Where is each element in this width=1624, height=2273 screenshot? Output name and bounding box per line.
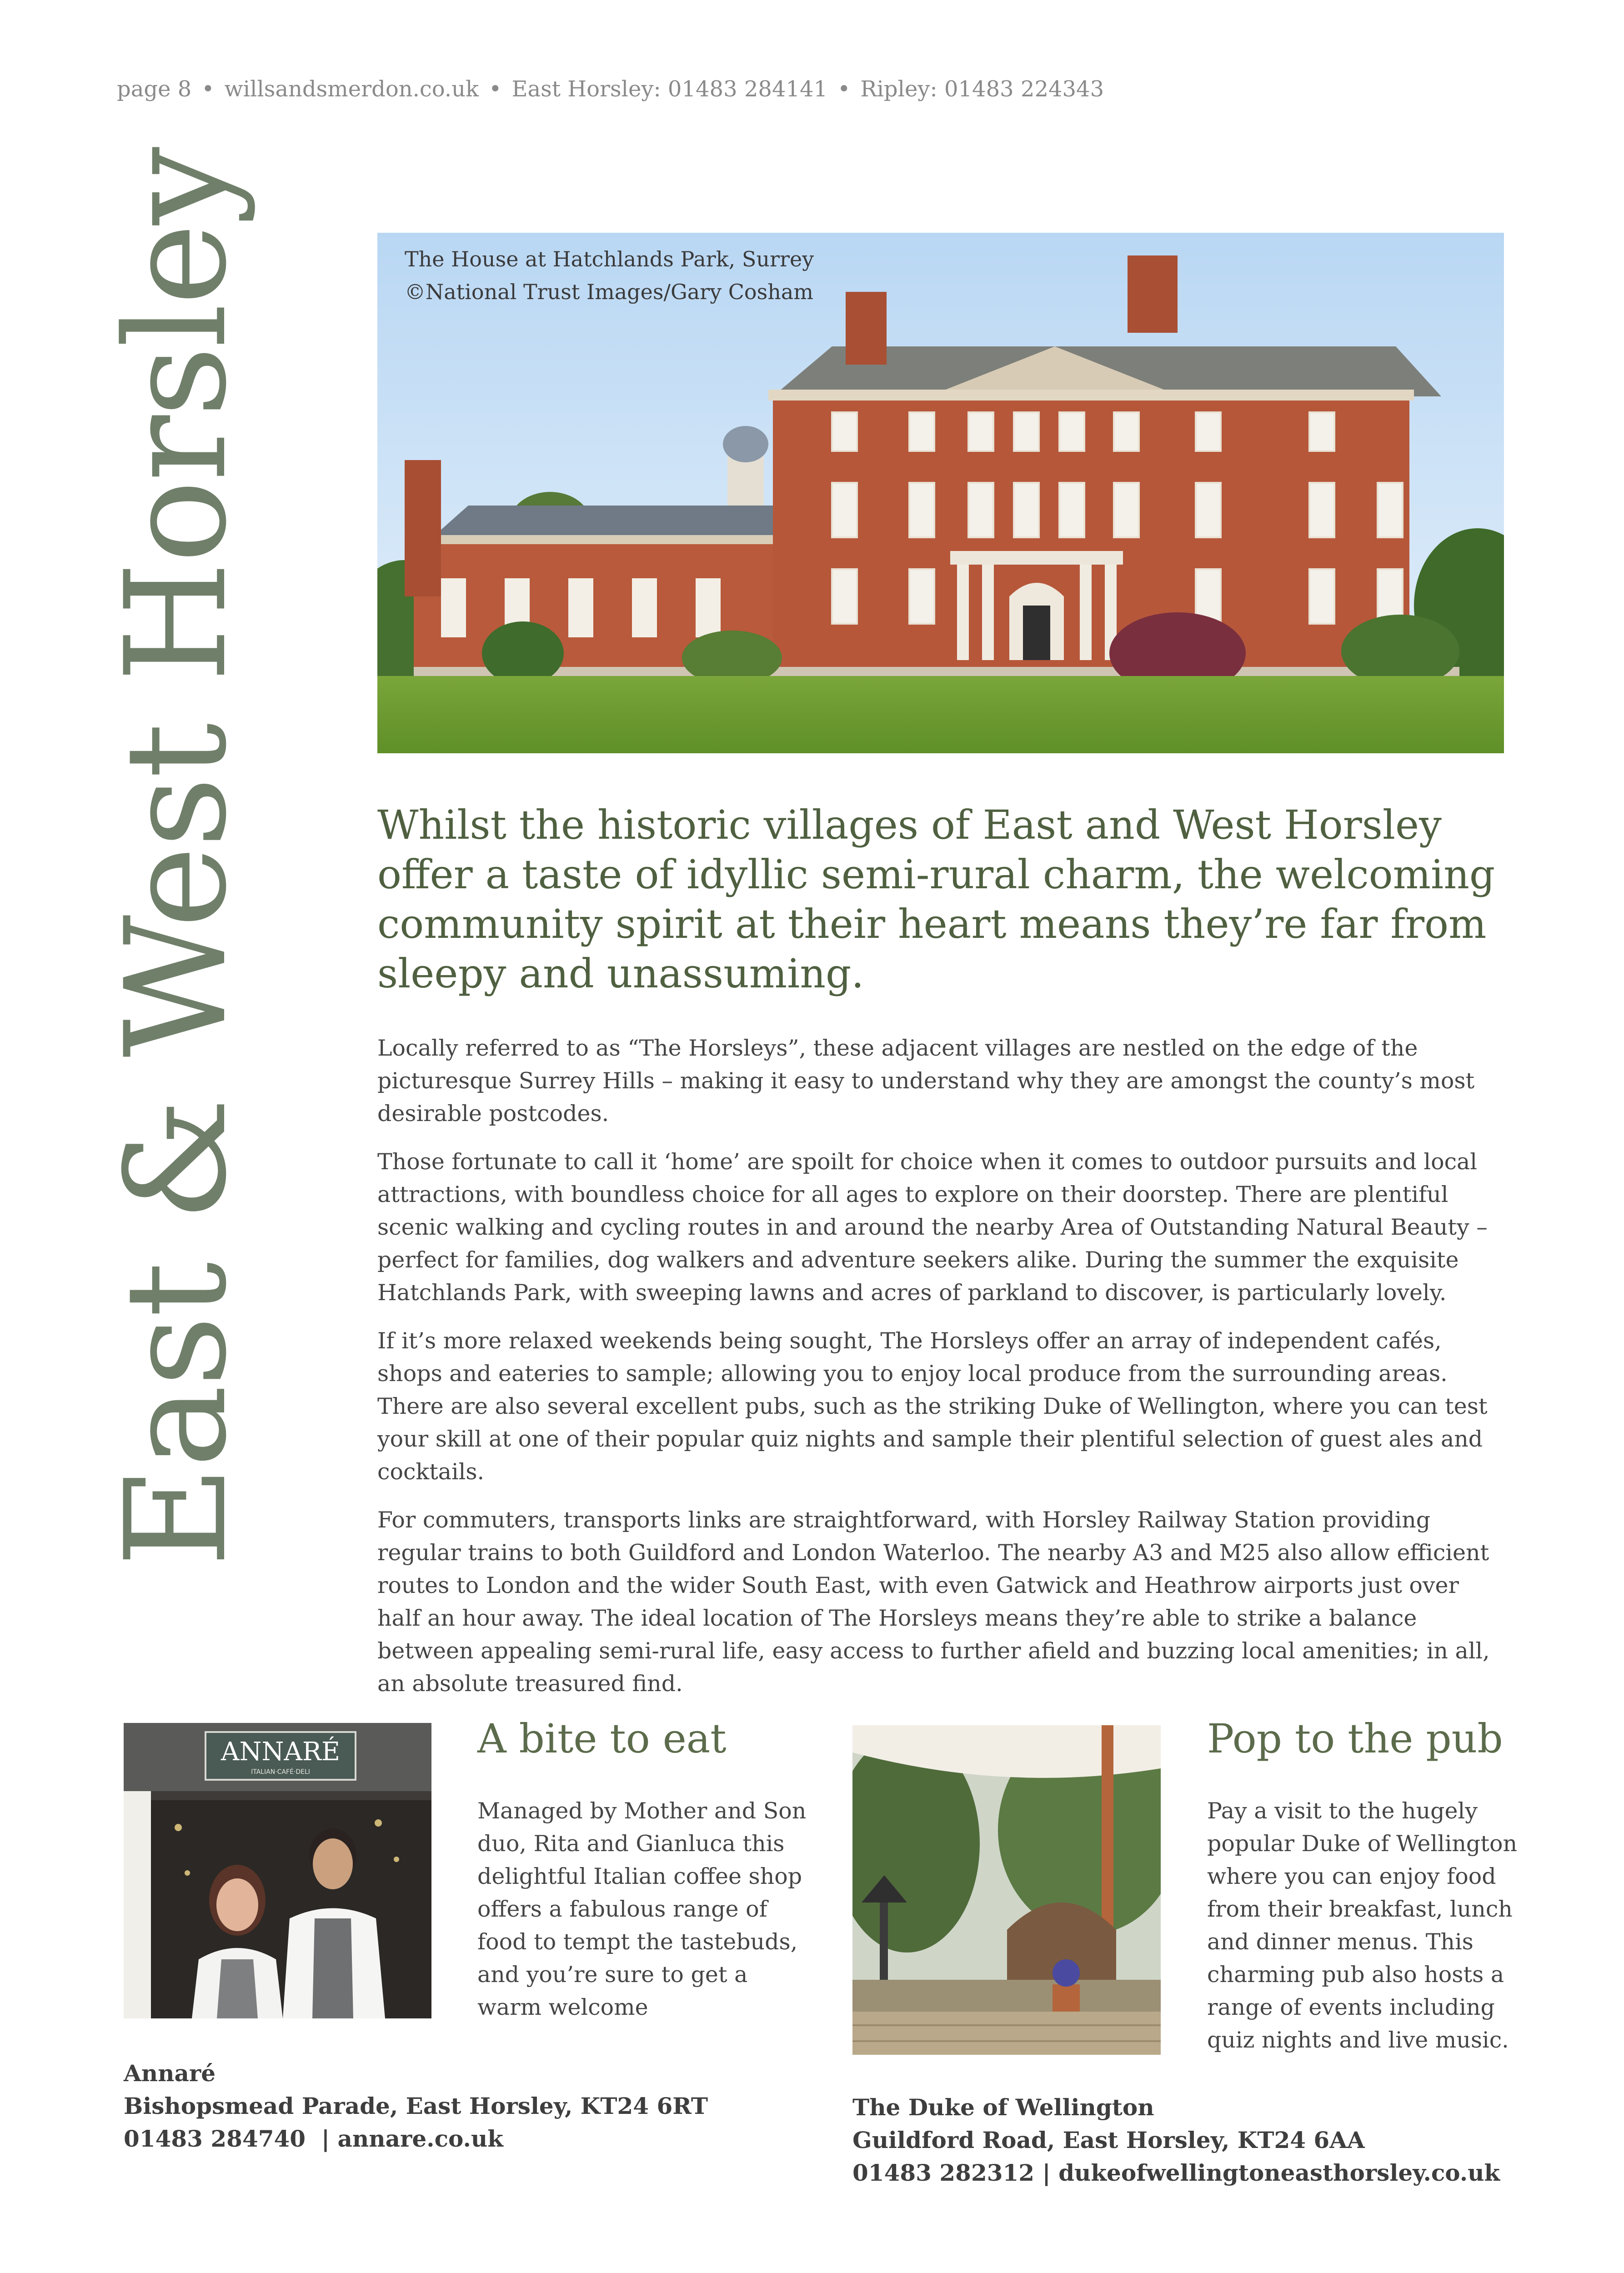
page-title: East & West Horsley xyxy=(95,148,257,1567)
pub-photo xyxy=(852,1725,1161,2055)
bite-section-title: A bite to eat xyxy=(477,1715,727,1762)
bite-line: offers a fabulous range of xyxy=(477,1896,767,1922)
intro-heading: Whilst the historic villages of East and West Horsley offer a taste of idyllic semi-rural charm, the welcoming community spirit at their heart means they’re far from sleepy and unassuming. xyxy=(377,801,1495,997)
bite-line: duo, Rita and Gianluca this xyxy=(477,1831,785,1857)
cafe-sign-text: ANNARÉ xyxy=(221,1737,340,1767)
bite-description xyxy=(477,1795,807,2024)
venue-name: Annaré xyxy=(124,2060,216,2087)
hatchlands-house-image xyxy=(377,233,1504,753)
paragraph: Locally referred to as “The Horsleys”, these adjacent villages are nestled on the edge of the picturesque Surrey Hills – making it easy to understand why they are amongst the county’s most desirable postcodes. xyxy=(377,1035,1475,1126)
paragraph: Those fortunate to call it ‘home’ are spoilt for choice when it comes to outdoor pursuits and local attractions, with boundless choice for all ages to explore on their doorstep. There are plentiful scenic walking and cycling routes in and around the nearby Area of Outstanding Natural Beauty – perfect for families, dog walkers and adventure seekers alike. During the summer the exquisite Hatchlands Park, with sweeping lawns and acres of parkland to discover, is particularly lovely. xyxy=(377,1149,1488,1306)
venue-address: Bishopsmead Parade, East Horsley, KT24 6RT xyxy=(124,2093,708,2119)
pub-description xyxy=(1207,1795,1516,2057)
header-separator: • xyxy=(201,76,215,102)
bite-line: and you’re sure to get a xyxy=(477,1962,748,1988)
header-separator: • xyxy=(489,76,502,102)
hero-caption-credit: ©National Trust Images/Gary Cosham xyxy=(405,280,813,304)
hero-caption-title: The House at Hatchlands Park, Surrey xyxy=(405,247,814,271)
pub-line: Pay a visit to the hugely xyxy=(1207,1798,1478,1824)
venue-phone-web[interactable]: 01483 282312 | dukeofwellingtoneasthorsley.co.uk xyxy=(852,2159,1500,2186)
pub-line: charming pub also hosts a xyxy=(1207,1962,1504,1988)
venue-address: Guildford Road, East Horsley, KT24 6AA xyxy=(852,2127,1365,2153)
venue-name: The Duke of Wellington xyxy=(852,2094,1154,2121)
page-header xyxy=(117,76,1104,102)
website-link[interactable]: willsandsmerdon.co.uk xyxy=(224,76,479,102)
hero-caption xyxy=(405,243,814,308)
paragraph: If it’s more relaxed weekends being sought, The Horsleys offer an array of independent cafés, shops and eateries to sample; allowing you to enjoy local produce from the surrounding areas. There are also several excellent pubs, such as the striking Duke of Wellington, where you can test your skill at one of their popular quiz nights and sample their plentiful selection of guest ales and cocktails. xyxy=(377,1328,1488,1485)
header-separator: • xyxy=(837,76,851,102)
pub-section-title: Pop to the pub xyxy=(1207,1715,1503,1762)
bite-line: Managed by Mother and Son xyxy=(477,1798,807,1824)
pub-line: range of events including xyxy=(1207,1994,1495,2020)
pub-garden-image xyxy=(852,1725,1161,2055)
annare-photo xyxy=(124,1723,431,2018)
pub-line: where you can enjoy food xyxy=(1207,1863,1496,1889)
paragraph: For commuters, transports links are straightforward, with Horsley Railway Station providing regular trains to both Guildford and London Waterloo. The nearby A3 and M25 also allow efficient routes to London and the wider South East, with even Gatwick and Heathrow airports just over half an hour away. The ideal location of The Horsleys means they’re able to strike a balance between appealing semi-rural life, easy access to further afield and buzzing local amenities; in all, an absolute treasured find. xyxy=(377,1507,1490,1697)
east-horsley-phone: East Horsley: 01483 284141 xyxy=(511,76,828,102)
bite-line: delightful Italian coffee shop xyxy=(477,1863,802,1889)
bite-line: food to tempt the tastebuds, xyxy=(477,1929,798,1955)
pub-contact xyxy=(852,2091,1500,2189)
pub-line: quiz nights and live music. xyxy=(1207,2027,1509,2053)
article-body xyxy=(377,1032,1503,1716)
bite-line: warm welcome xyxy=(477,1994,648,2020)
hero-photo xyxy=(377,233,1504,753)
page-number: page 8 xyxy=(117,76,192,102)
pub-line: from their breakfast, lunch xyxy=(1207,1896,1513,1922)
annare-contact xyxy=(124,2057,708,2155)
pub-line: and dinner menus. This xyxy=(1207,1929,1474,1955)
venue-phone-web[interactable]: 01483 284740 | annare.co.uk xyxy=(124,2125,503,2152)
ripley-phone: Ripley: 01483 224343 xyxy=(860,76,1104,102)
cafe-sign-subtext: ITALIAN·CAFÉ·DELI xyxy=(251,1768,310,1776)
pub-line: popular Duke of Wellington xyxy=(1207,1831,1518,1857)
cafe-owners-image xyxy=(124,1723,431,2018)
